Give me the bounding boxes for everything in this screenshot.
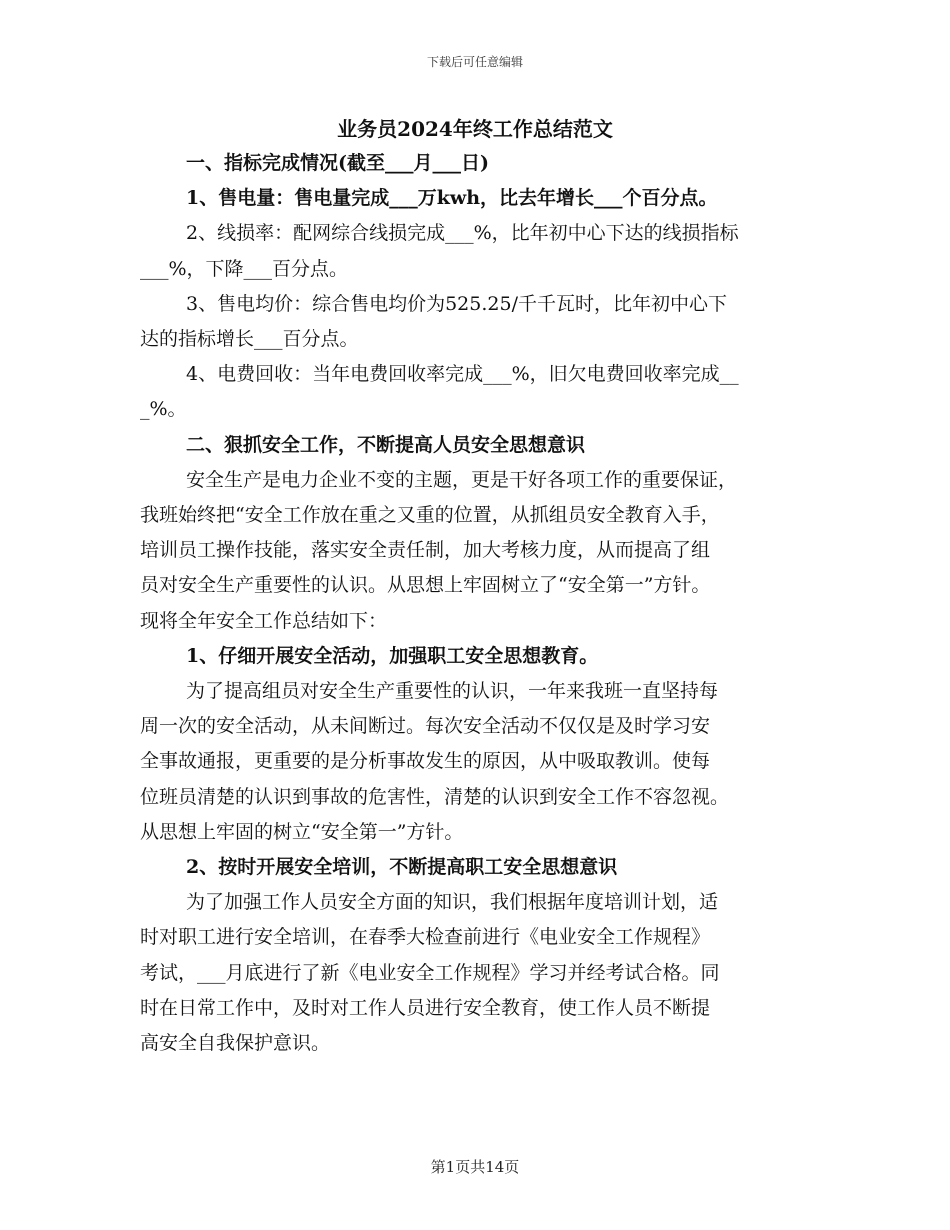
document-title: 业务员2024年终工作总结范文 xyxy=(337,117,613,141)
paragraph-line: 安全生产是电力企业不变的主题，更是干好各项工作的重要保证， xyxy=(186,468,738,491)
page-header: 下载后可任意编辑 xyxy=(426,55,523,69)
paragraph-line: 全事故通报，更重要的是分析事故发生的原因，从中吸取教训。使每 xyxy=(140,750,711,773)
paragraph-line: 现将全年安全工作总结如下： xyxy=(140,609,388,632)
paragraph-line: 为了提高组员对安全生产重要性的认识，一年来我班一直坚持每 xyxy=(186,680,719,703)
paragraph-line: 培训员工操作技能，落实安全责任制，加大考核力度，从而提高了组 xyxy=(140,539,711,562)
paragraph-line: 为了加强工作人员安全方面的知识，我们根据年度培训计划，适 xyxy=(186,891,719,914)
paragraph-line: 3、售电均价：综合售电均价为525.25/千千瓦时，比年初中心下 xyxy=(186,292,727,315)
paragraph-line: ___%，下降___百分点。 xyxy=(140,257,349,280)
section-heading-line: 1、仔细开展安全活动，加强职工安全思想教育。 xyxy=(186,644,599,667)
paragraph-line: _%。 xyxy=(140,398,187,421)
section-heading-line: 2、按时开展安全培训，不断提高职工安全思想意识 xyxy=(186,856,618,879)
paragraph-line: 时对职工进行安全培训，在春季大检查前进行《电业安全工作规程》 xyxy=(140,926,711,949)
paragraph-line: 我班始终把“安全工作放在重之又重的位置，从抓组员安全教育入手， xyxy=(140,504,720,527)
paragraph-line: 从思想上牢固的树立“安全第一”方针。 xyxy=(140,820,464,843)
paragraph-line: 时在日常工作中，及时对工作人员进行安全教育，使工作人员不断提 xyxy=(140,996,711,1019)
document-text xyxy=(140,146,810,1061)
page-footer: 第1页共14页 xyxy=(430,1158,520,1176)
paragraph-line: 周一次的安全活动，从未间断过。每次安全活动不仅仅是及时学习安 xyxy=(140,715,711,738)
section-heading-line: 一、指标完成情况(截至___月___日) xyxy=(186,152,489,174)
paragraph-line: 4、电费回收：当年电费回收率完成___%，旧欠电费回收率完成__ xyxy=(186,363,739,386)
paragraph-line: 位班员清楚的认识到事故的危害性，清楚的认识到安全工作不容忽视。 xyxy=(140,785,730,808)
paragraph-line: 高安全自我保护意识。 xyxy=(140,1032,331,1055)
paragraph-line: 2、线损率：配网综合线损完成___%，比年初中心下达的线损指标 xyxy=(186,222,739,245)
paragraph-line: 员对安全生产重要性的认识。从思想上牢固树立了“安全第一”方针。 xyxy=(140,574,711,597)
section-heading-line: 二、狠抓安全工作，不断提高人员安全思想意识 xyxy=(186,433,586,456)
document-body xyxy=(140,112,810,1061)
paragraph-line: 达的指标增长___百分点。 xyxy=(140,328,359,351)
paragraph-line: 考试，___月底进行了新《电业安全工作规程》学习并经考试合格。同 xyxy=(140,961,720,984)
section-heading-line: 1、售电量：售电量完成___万kwh，比去年增长___个百分点。 xyxy=(186,187,718,210)
